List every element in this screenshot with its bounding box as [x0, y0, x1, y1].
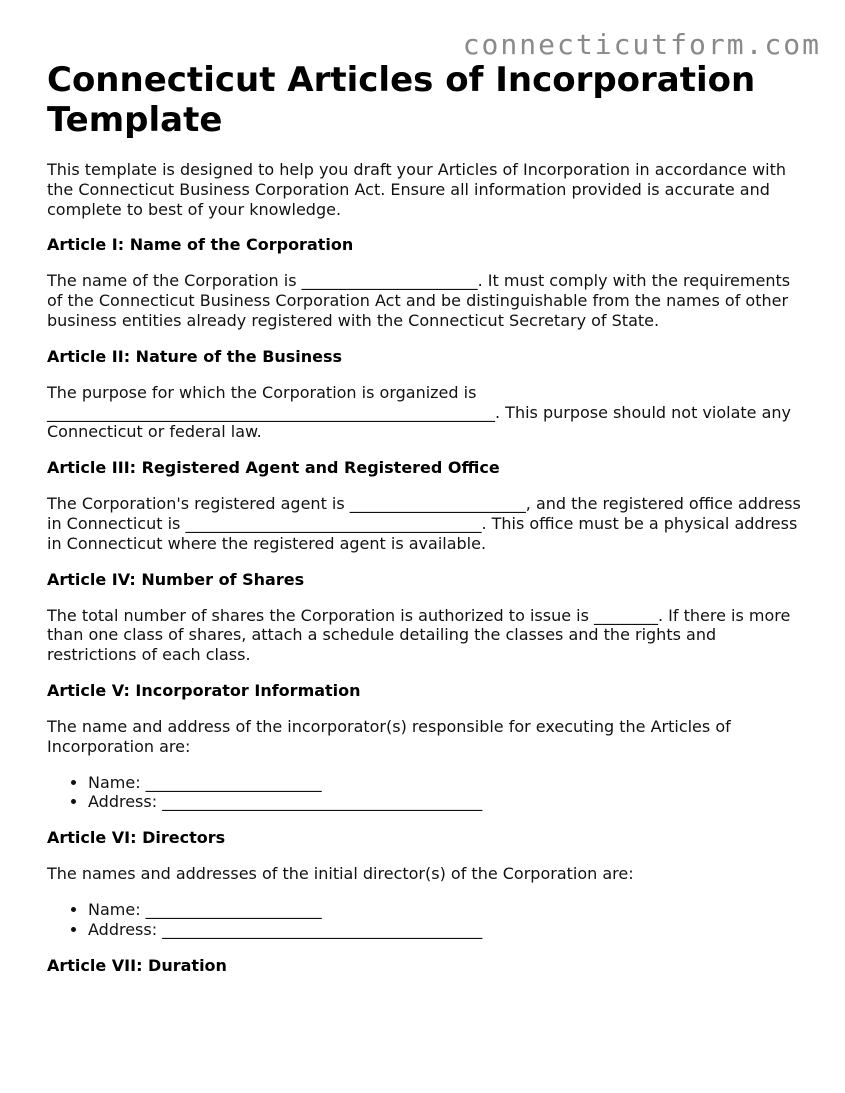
article-3-body: The Corporation's registered agent is ______________________, and the registered office address in Connecticut is _____________________________________. This office must be a physical address in Connecticut where the registered agent is available.: [47, 494, 801, 553]
article-6-list: [47, 900, 807, 940]
page-title: Connecticut Articles of Incorporation Template: [47, 60, 756, 140]
article-5-body: The name and address of the incorporator(s) responsible for executing the Articles of Incorporation are:: [47, 716, 731, 756]
article-1-body: The name of the Corporation is ______________________. It must comply with the requirements of the Connecticut Business Corporation Act and be distinguishable from the names of other business entities already registered with the Connecticut Secretary of State.: [47, 271, 791, 330]
director-name-field: • Name: ______________________: [88, 900, 807, 920]
site-watermark: connecticutform.com: [462, 28, 821, 61]
article-5-heading: Article V: Incorporator Information: [47, 680, 361, 700]
article-1-heading: Article I: Name of the Corporation: [47, 235, 354, 255]
intro-paragraph: This template is designed to help you draft your Articles of Incorporation in accordance with the Connecticut Business Corporation Act. Ensure all information provided is accurate and complete to best of your knowledge.: [47, 160, 787, 219]
article-3-heading: Article III: Registered Agent and Registered Office: [47, 458, 500, 478]
article-7-heading: Article VII: Duration: [47, 955, 227, 975]
article-2-body: The purpose for which the Corporation is organized is ________________________________________________________. This purpose should not violate any Connecticut or federal law.: [47, 382, 791, 442]
incorporator-name-field: • Name: ______________________: [88, 773, 807, 793]
director-address-field: • Address: ________________________________________: [88, 920, 807, 940]
article-6-heading: Article VI: Directors: [47, 828, 226, 848]
incorporator-address-field: • Address: ________________________________________: [88, 792, 807, 812]
article-4-heading: Article IV: Number of Shares: [47, 569, 305, 589]
article-6-body: The names and addresses of the initial director(s) of the Corporation are:: [47, 864, 634, 884]
article-4-body: The total number of shares the Corporation is authorized to issue is ________. If there is more than one class of shares, attach a schedule detailing the classes and the rights and restrictions of each class.: [47, 605, 791, 665]
article-2-heading: Article II: Nature of the Business: [47, 346, 343, 366]
document-page: [47, 60, 807, 992]
article-5-list: [47, 773, 807, 813]
